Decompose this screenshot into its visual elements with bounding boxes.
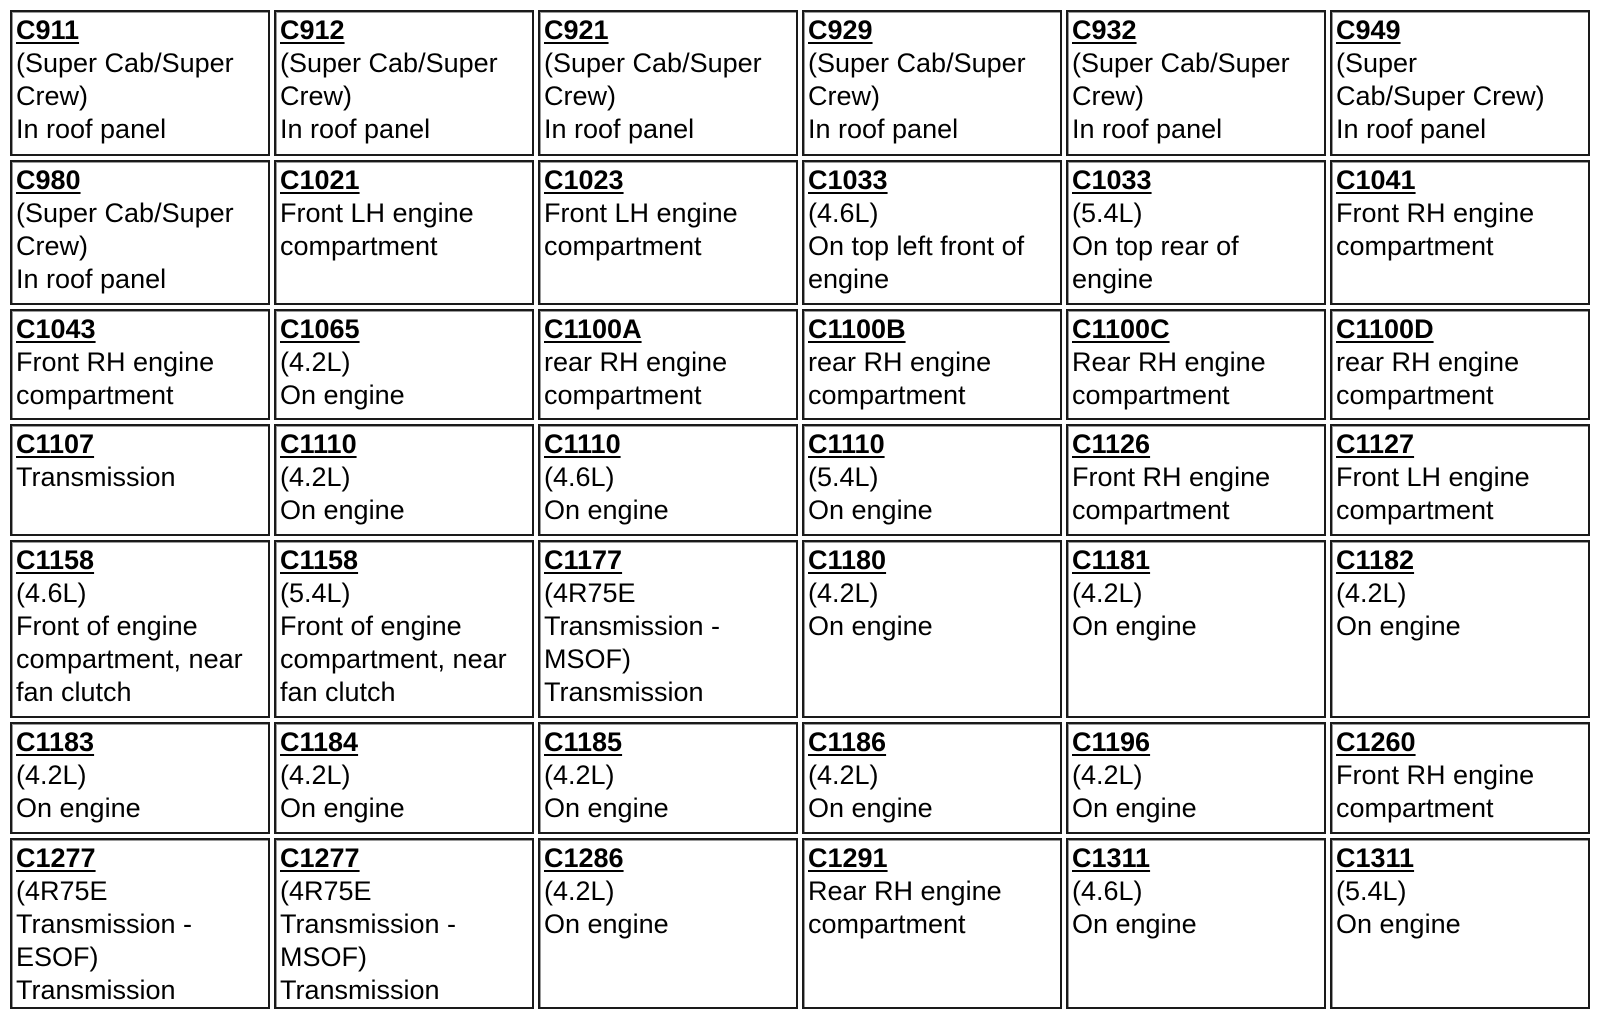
connector-code: C1158: [280, 545, 359, 575]
connector-cell: [1066, 540, 1326, 718]
connector-location-text: (5.4L): [1336, 876, 1407, 906]
connector-cell: [802, 10, 1062, 156]
connector-location-text: (4.2L): [16, 760, 87, 790]
connector-location-text: (Super Cab/Super: [16, 198, 234, 228]
connector-cell: [1066, 309, 1326, 420]
connector-location-text: fan clutch: [16, 677, 132, 707]
connector-code: C1196: [1072, 727, 1151, 757]
connector-cell: [10, 722, 270, 834]
connector-cell: [538, 540, 798, 718]
connector-cell: [538, 160, 798, 305]
connector-location-text: (Super Cab/Super: [280, 48, 498, 78]
connector-location-text: (4.2L): [280, 462, 351, 492]
connector-location-text: In roof panel: [1072, 114, 1223, 144]
connector-cell: [10, 10, 270, 156]
connector-cell: [10, 309, 270, 420]
connector-cell: [538, 309, 798, 420]
connector-location-text: Crew): [1072, 81, 1144, 111]
connector-location-text: In roof panel: [16, 114, 167, 144]
connector-location-text: Front RH engine: [1072, 462, 1271, 492]
connector-location-text: compartment: [544, 231, 702, 261]
connector-code: C1286: [544, 843, 624, 873]
connector-cell: [10, 540, 270, 718]
connector-location-text: compartment, near: [16, 644, 243, 674]
connector-cell: [10, 838, 270, 1009]
connector-code: C1126: [1072, 429, 1151, 459]
connector-code: C1311: [1072, 843, 1151, 873]
connector-code: C911: [16, 15, 80, 45]
connector-cell: [1330, 722, 1590, 834]
connector-location-text: On engine: [544, 793, 669, 823]
connector-cell: [10, 424, 270, 536]
connector-location-text: compartment: [1336, 495, 1494, 525]
connector-location-text: Crew): [280, 81, 352, 111]
table-row: [10, 160, 1590, 305]
table-row: [10, 838, 1590, 1009]
connector-code: C1260: [1336, 727, 1416, 757]
connector-code: C1181: [1072, 545, 1151, 575]
connector-code: C1033: [808, 165, 888, 195]
connector-location-text: (4.6L): [808, 198, 879, 228]
connector-location-text: In roof panel: [1336, 114, 1487, 144]
connector-code: C1182: [1336, 545, 1415, 575]
connector-location-text: On engine: [808, 611, 933, 641]
connector-code: C1183: [16, 727, 95, 757]
connector-location-text: Front RH engine: [1336, 198, 1535, 228]
connector-location-text: compartment: [1072, 380, 1230, 410]
connector-cell: [1330, 540, 1590, 718]
connector-code: C1100A: [544, 314, 642, 344]
connector-cell: [802, 424, 1062, 536]
table-row: [10, 424, 1590, 536]
connector-location-text: (4.6L): [1072, 876, 1143, 906]
connector-location-text: (Super Cab/Super: [544, 48, 762, 78]
connector-location-text: Rear RH engine: [1072, 347, 1266, 377]
connector-location-text: Front of engine: [16, 611, 198, 641]
connector-location-text: Front RH engine: [1336, 760, 1535, 790]
connector-location-text: In roof panel: [808, 114, 959, 144]
connector-location-text: (4R75E: [280, 876, 372, 906]
connector-location-text: (Super Cab/Super: [808, 48, 1026, 78]
connector-cell: [274, 838, 534, 1009]
connector-location-text: (4.6L): [544, 462, 615, 492]
connector-location-text: (4.2L): [280, 347, 351, 377]
connector-location-text: rear RH engine: [808, 347, 992, 377]
connector-location-text: MSOF): [280, 942, 367, 972]
connector-code: C1033: [1072, 165, 1152, 195]
connector-location-text: fan clutch: [280, 677, 396, 707]
connector-location-text: On top rear of: [1072, 231, 1239, 261]
connector-location-text: On engine: [808, 793, 933, 823]
connector-location-text: (4.6L): [16, 578, 87, 608]
connector-code: C1185: [544, 727, 623, 757]
connector-code: C1277: [280, 843, 360, 873]
connector-code: C932: [1072, 15, 1137, 45]
connector-location-text: On engine: [1072, 909, 1197, 939]
connector-location-text: (Super Cab/Super: [16, 48, 234, 78]
connector-code: C1177: [544, 545, 623, 575]
connector-location-text: compartment: [1336, 231, 1494, 261]
connector-code: C1110: [280, 429, 357, 459]
connector-code: C1184: [280, 727, 359, 757]
connector-code: C1021: [280, 165, 360, 195]
connector-location-text: (4.2L): [1072, 760, 1143, 790]
connector-location-text: rear RH engine: [1336, 347, 1520, 377]
connector-location-text: compartment: [1336, 380, 1494, 410]
connector-code: C1041: [1336, 165, 1416, 195]
connector-code: C1277: [16, 843, 96, 873]
connector-cell: [538, 10, 798, 156]
connector-code: C912: [280, 15, 345, 45]
connector-location-text: MSOF): [544, 644, 631, 674]
connector-cell: [802, 722, 1062, 834]
table-body: [10, 10, 1590, 1009]
connector-location-text: Transmission: [544, 677, 704, 707]
connector-cell: [274, 160, 534, 305]
connector-location-text: Front of engine: [280, 611, 462, 641]
connector-location-text: (4.2L): [280, 760, 351, 790]
connector-cell: [802, 309, 1062, 420]
connector-location-text: Front LH engine: [280, 198, 474, 228]
connector-location-text: Front RH engine: [16, 347, 215, 377]
connector-code: C949: [1336, 15, 1401, 45]
connector-cell: [802, 160, 1062, 305]
connector-location-table: [6, 6, 1594, 1013]
connector-location-text: compartment: [16, 380, 174, 410]
connector-location-text: Front LH engine: [1336, 462, 1530, 492]
connector-cell: [1330, 309, 1590, 420]
connector-cell: [274, 540, 534, 718]
connector-cell: [10, 160, 270, 305]
connector-cell: [1330, 424, 1590, 536]
connector-cell: [802, 838, 1062, 1009]
connector-cell: [538, 424, 798, 536]
connector-cell: [274, 309, 534, 420]
connector-cell: [1066, 424, 1326, 536]
connector-location-text: On engine: [1336, 909, 1461, 939]
connector-location-text: (4.2L): [1072, 578, 1143, 608]
connector-location-text: On top left front of: [808, 231, 1025, 261]
connector-location-text: On engine: [1072, 793, 1197, 823]
connector-code: C1311: [1336, 843, 1415, 873]
connector-location-text: rear RH engine: [544, 347, 728, 377]
connector-location-text: (5.4L): [808, 462, 879, 492]
table-row: [10, 722, 1590, 834]
table-row: [10, 309, 1590, 420]
connector-cell: [1066, 722, 1326, 834]
connector-location-text: On engine: [1336, 611, 1461, 641]
connector-cell: [538, 838, 798, 1009]
connector-location-text: engine: [1072, 264, 1154, 294]
connector-location-text: compartment: [808, 909, 966, 939]
connector-code: C1110: [808, 429, 885, 459]
connector-location-text: On engine: [280, 495, 405, 525]
connector-location-text: Transmission -: [16, 909, 193, 939]
connector-cell: [1066, 10, 1326, 156]
connector-location-text: compartment, near: [280, 644, 507, 674]
connector-code: C1100C: [1072, 314, 1170, 344]
connector-location-text: On engine: [280, 380, 405, 410]
table-row: [10, 540, 1590, 718]
connector-location-text: On engine: [1072, 611, 1197, 641]
connector-location-text: compartment: [280, 231, 438, 261]
connector-location-text: Crew): [808, 81, 880, 111]
connector-cell: [1066, 160, 1326, 305]
connector-location-text: compartment: [1336, 793, 1494, 823]
connector-location-text: On engine: [16, 793, 141, 823]
connector-code: C1043: [16, 314, 96, 344]
connector-location-text: compartment: [1072, 495, 1230, 525]
connector-code: C1100D: [1336, 314, 1434, 344]
connector-code: C1180: [808, 545, 887, 575]
connector-location-text: (4R75E: [16, 876, 108, 906]
connector-location-text: In roof panel: [280, 114, 431, 144]
table-row: [10, 10, 1590, 156]
connector-cell: [274, 722, 534, 834]
connector-location-text: On engine: [544, 495, 669, 525]
connector-code: C1023: [544, 165, 624, 195]
connector-location-text: (4.2L): [808, 760, 879, 790]
connector-location-text: (4.2L): [1336, 578, 1407, 608]
connector-location-text: Transmission -: [280, 909, 457, 939]
connector-location-text: Transmission: [280, 975, 440, 1005]
connector-location-text: On engine: [808, 495, 933, 525]
connector-location-text: (Super: [1336, 48, 1418, 78]
connector-location-text: Crew): [16, 231, 88, 261]
connector-location-text: In roof panel: [544, 114, 695, 144]
connector-code: C1158: [16, 545, 95, 575]
connector-cell: [1330, 838, 1590, 1009]
connector-location-text: (5.4L): [1072, 198, 1143, 228]
connector-location-text: (5.4L): [280, 578, 351, 608]
connector-location-text: compartment: [808, 380, 966, 410]
connector-code: C1127: [1336, 429, 1415, 459]
connector-cell: [1330, 10, 1590, 156]
connector-code: C1100B: [808, 314, 906, 344]
connector-cell: [538, 722, 798, 834]
connector-location-text: Cab/Super Crew): [1336, 81, 1545, 111]
connector-code: C1291: [808, 843, 888, 873]
connector-code: C921: [544, 15, 609, 45]
connector-location-text: compartment: [544, 380, 702, 410]
connector-cell: [1330, 160, 1590, 305]
connector-location-text: (Super Cab/Super: [1072, 48, 1290, 78]
connector-location-text: Rear RH engine: [808, 876, 1002, 906]
connector-code: C980: [16, 165, 81, 195]
connector-location-text: (4R75E: [544, 578, 636, 608]
connector-code: C1186: [808, 727, 887, 757]
connector-location-text: In roof panel: [16, 264, 167, 294]
connector-cell: [274, 424, 534, 536]
connector-location-text: (4.2L): [544, 760, 615, 790]
connector-location-text: Crew): [544, 81, 616, 111]
connector-location-text: Transmission -: [544, 611, 721, 641]
connector-code: C1065: [280, 314, 360, 344]
connector-cell: [1066, 838, 1326, 1009]
connector-location-text: Transmission: [16, 975, 176, 1005]
connector-location-text: (4.2L): [544, 876, 615, 906]
connector-location-text: On engine: [280, 793, 405, 823]
connector-location-text: engine: [808, 264, 890, 294]
connector-location-text: Front LH engine: [544, 198, 738, 228]
connector-location-text: Transmission: [16, 462, 176, 492]
connector-location-text: (4.2L): [808, 578, 879, 608]
connector-location-text: Crew): [16, 81, 88, 111]
connector-code: C929: [808, 15, 873, 45]
connector-code: C1110: [544, 429, 621, 459]
connector-code: C1107: [16, 429, 95, 459]
connector-location-text: ESOF): [16, 942, 99, 972]
connector-cell: [274, 10, 534, 156]
connector-cell: [802, 540, 1062, 718]
connector-location-text: On engine: [544, 909, 669, 939]
